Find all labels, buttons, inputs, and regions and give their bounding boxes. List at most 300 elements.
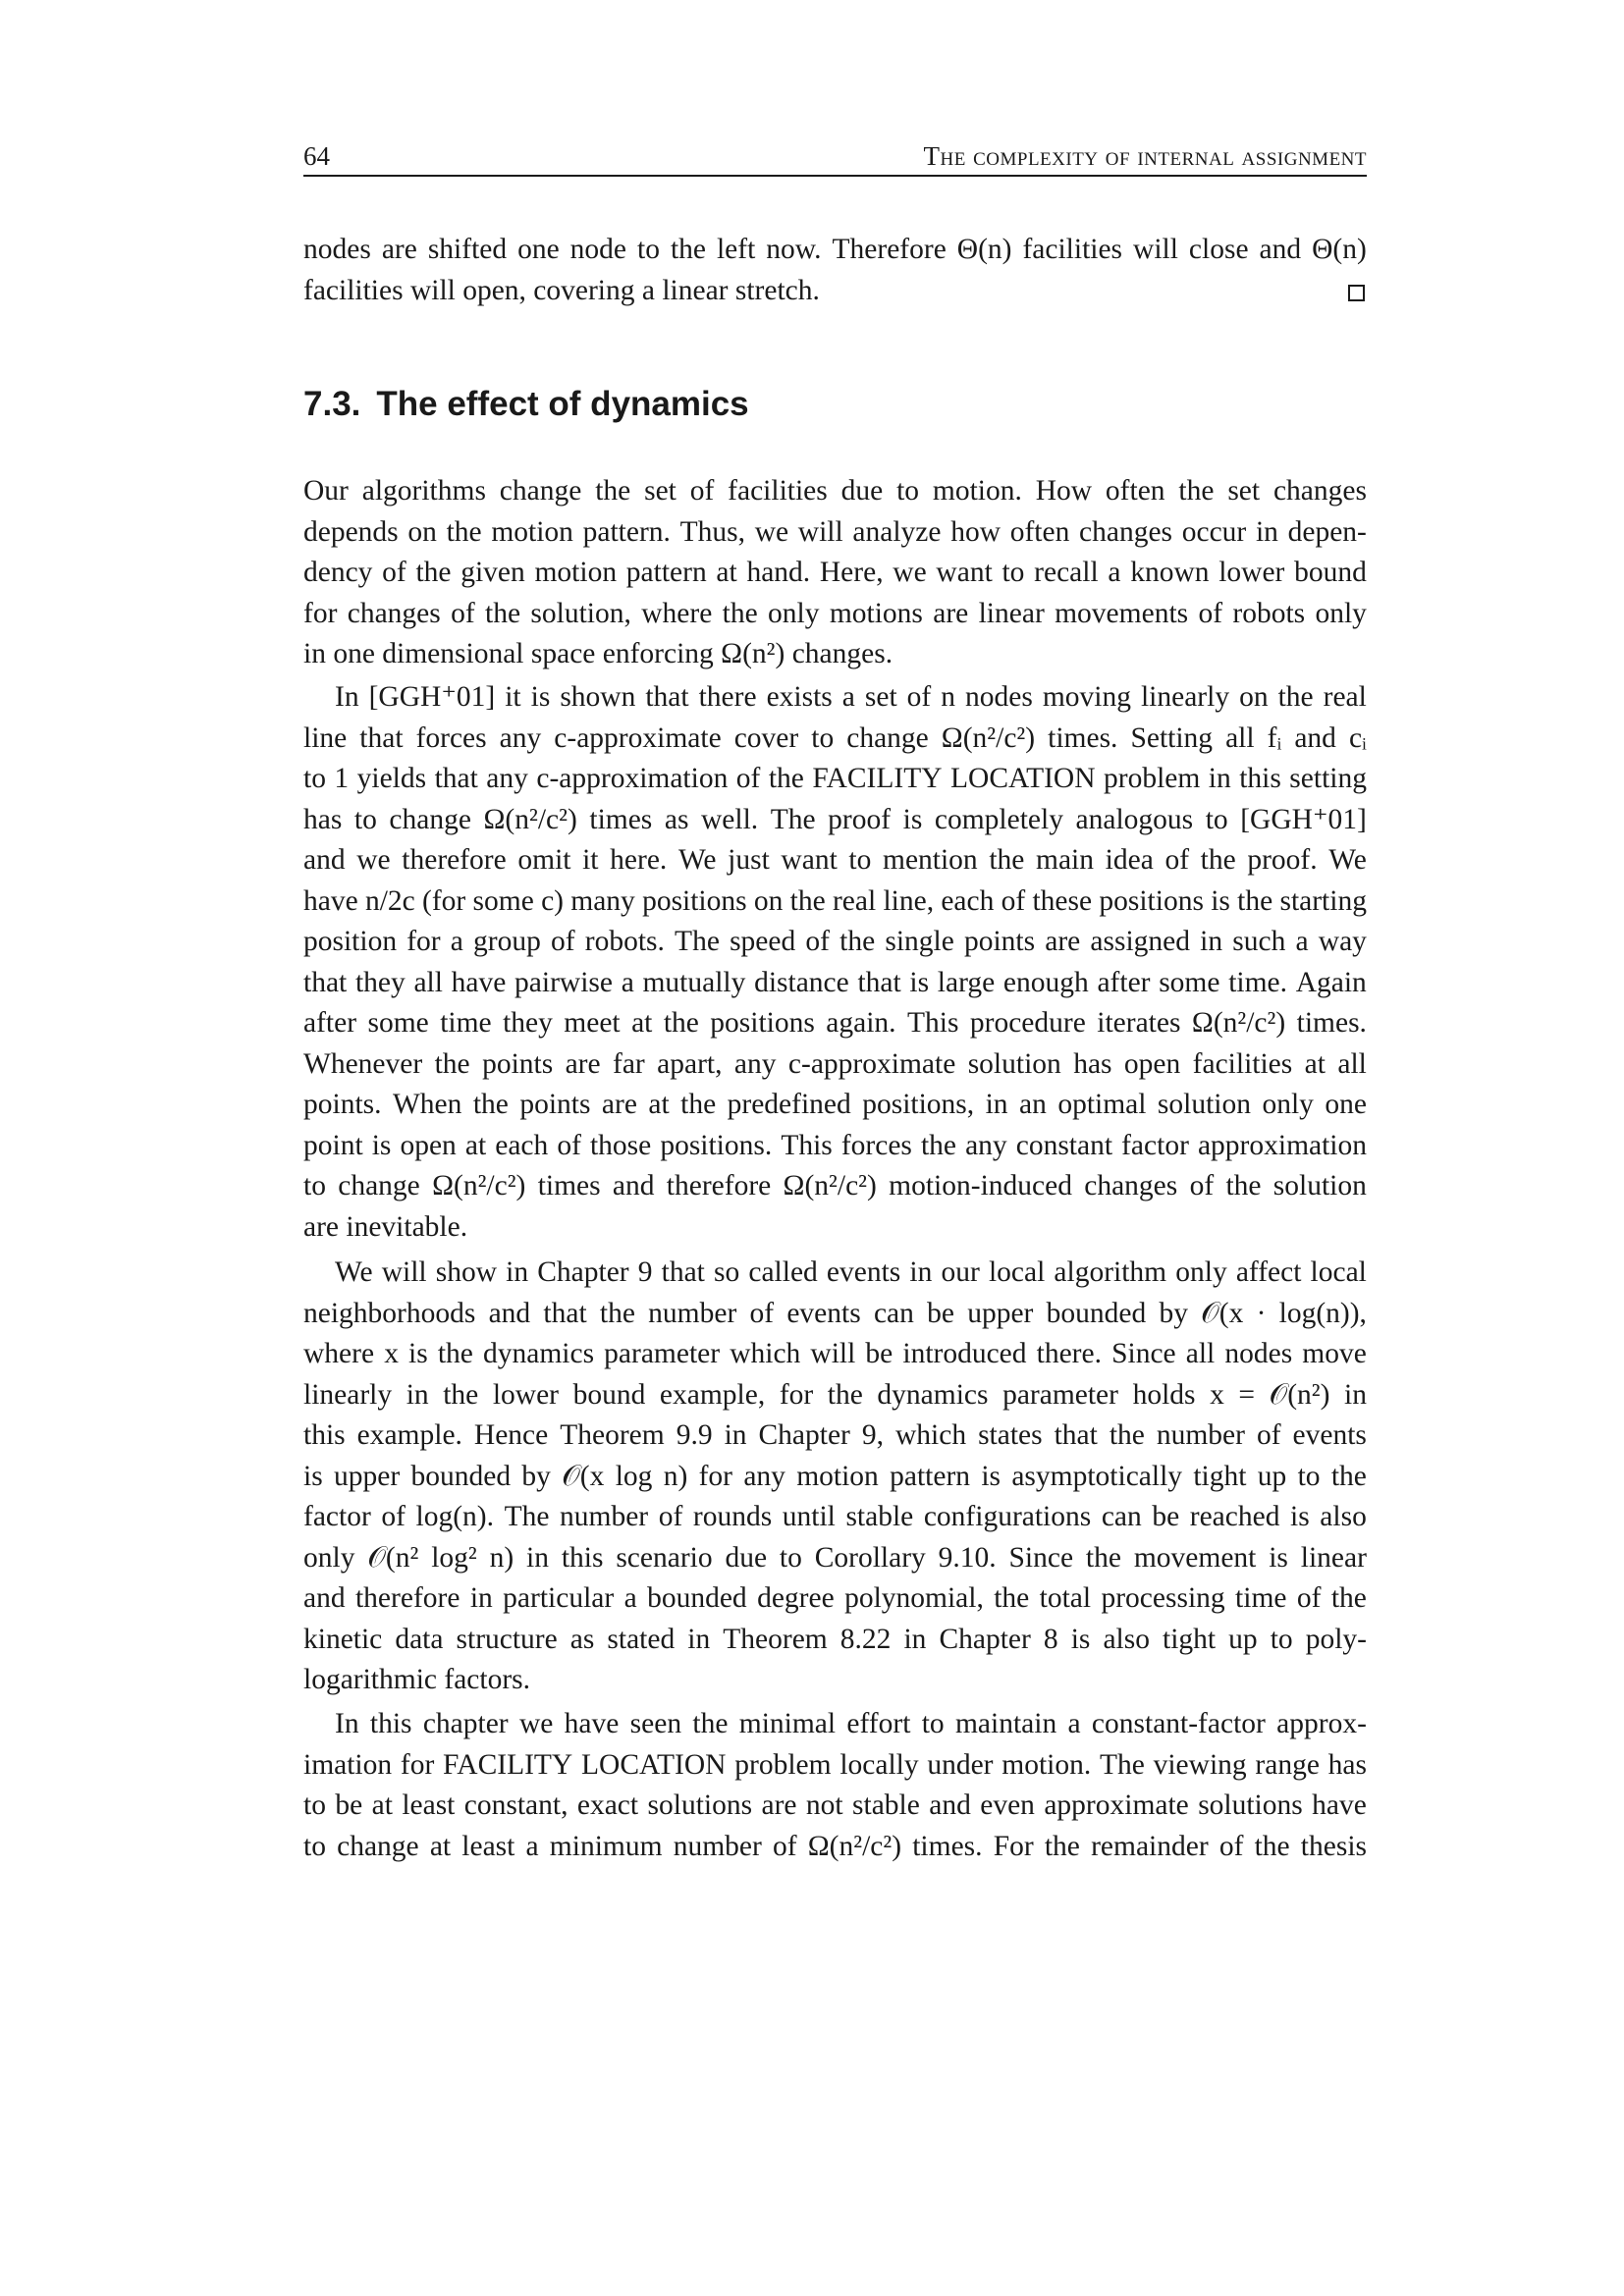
- word: facilities: [728, 475, 828, 507]
- word: one: [1325, 1089, 1367, 1120]
- word: by: [1159, 1297, 1188, 1329]
- word: 8: [1043, 1623, 1058, 1655]
- word: of: [658, 1501, 683, 1532]
- word: factor: [1121, 1129, 1189, 1161]
- word: of: [551, 926, 575, 957]
- word: Ω(n²/c²): [941, 721, 1036, 754]
- word: to: [303, 1170, 326, 1201]
- word: in: [506, 1256, 529, 1288]
- word: each: [941, 884, 995, 917]
- word: kinetic: [303, 1623, 383, 1655]
- word: therefore: [402, 844, 507, 876]
- word: local: [1310, 1256, 1367, 1288]
- word: solutions: [1198, 1789, 1303, 1821]
- word: particular: [503, 1582, 615, 1614]
- word: This: [781, 1129, 833, 1161]
- word: data: [395, 1623, 444, 1655]
- word: x: [384, 1338, 399, 1369]
- word: meet: [564, 1007, 621, 1039]
- word: each: [495, 1129, 549, 1161]
- word: the: [595, 475, 631, 507]
- word: the: [1109, 1419, 1145, 1451]
- word: 9: [637, 1256, 653, 1288]
- word: well.: [701, 803, 759, 835]
- word: open: [400, 1129, 457, 1161]
- word: have: [1312, 1789, 1367, 1821]
- word: of: [1198, 597, 1223, 629]
- word: position: [303, 926, 398, 957]
- word: stated: [607, 1623, 676, 1655]
- word: omit: [517, 844, 571, 876]
- word: Ω(n²/c²): [483, 803, 577, 835]
- word: least: [461, 1830, 515, 1862]
- word: called: [748, 1256, 818, 1288]
- word: by: [521, 1460, 551, 1492]
- word: idea: [1105, 844, 1154, 876]
- word: due: [725, 1541, 768, 1574]
- word: the: [415, 557, 452, 588]
- word: lower: [492, 1378, 560, 1411]
- word: 9.10.: [938, 1541, 997, 1574]
- text-line: [303, 1745, 1367, 1787]
- word: and: [1294, 721, 1336, 754]
- word: pattern: [625, 557, 707, 588]
- paragraph-4: [303, 1704, 1367, 1867]
- word: single: [885, 926, 954, 957]
- word: will: [797, 515, 843, 548]
- word: of: [382, 557, 406, 588]
- word: node: [569, 234, 627, 265]
- text-line: [303, 553, 1367, 594]
- word: Whenever: [303, 1047, 423, 1080]
- word: In: [335, 1708, 359, 1739]
- word: time: [440, 1007, 492, 1039]
- word: are: [1045, 926, 1081, 957]
- word: assigned: [1090, 926, 1191, 957]
- word: some: [1159, 966, 1220, 998]
- word: to: [637, 234, 660, 265]
- word: motion.: [1001, 1748, 1092, 1781]
- word: pairwise: [514, 966, 613, 998]
- word: there.: [1036, 1338, 1102, 1369]
- text-line: [303, 800, 1367, 841]
- word: processing: [1101, 1582, 1225, 1614]
- word: to: [896, 475, 920, 507]
- word: x: [1210, 1378, 1224, 1411]
- word: in: [1255, 515, 1278, 548]
- word: a: [621, 966, 634, 998]
- word: events: [1292, 1419, 1367, 1451]
- word: only: [303, 1541, 355, 1574]
- word: times.: [1048, 721, 1118, 754]
- word: the: [1085, 1541, 1121, 1574]
- word: left: [716, 234, 756, 265]
- word: solution,: [530, 597, 631, 629]
- word: constant,: [463, 1789, 568, 1821]
- word: Corollary: [814, 1541, 926, 1574]
- word: we: [893, 557, 927, 588]
- text-line: [303, 963, 1367, 1004]
- word: total: [1039, 1582, 1092, 1614]
- word: large: [937, 966, 996, 998]
- word: log(n)),: [1278, 1297, 1367, 1329]
- word: will: [381, 1256, 427, 1288]
- word: example.: [356, 1419, 462, 1451]
- word: real: [832, 884, 877, 917]
- word: also: [1103, 1623, 1150, 1655]
- word: shown: [560, 681, 636, 713]
- word: predefined: [727, 1089, 851, 1120]
- word: [GGH⁺01]: [1240, 803, 1367, 835]
- word: points: [482, 1047, 554, 1080]
- word: exists: [766, 681, 833, 713]
- word: Setting: [1130, 721, 1214, 754]
- word: time.: [1228, 966, 1287, 998]
- word: forces: [415, 721, 487, 754]
- word: approx-: [1276, 1708, 1367, 1739]
- word: in: [985, 1089, 1008, 1120]
- word: 𝒪(x: [1201, 1297, 1244, 1329]
- word: structure: [456, 1623, 558, 1655]
- word: c-approximate: [787, 1047, 956, 1080]
- word: therefore: [666, 1170, 772, 1201]
- word: 𝒪(n²): [1269, 1378, 1330, 1411]
- word: is: [981, 1460, 1001, 1492]
- word: motions: [829, 597, 923, 629]
- word: How: [1035, 475, 1093, 507]
- word: locally: [839, 1748, 919, 1781]
- word: times.: [1296, 1007, 1367, 1039]
- word: up: [1228, 1623, 1258, 1655]
- word: on: [407, 515, 437, 548]
- word: as: [569, 1623, 595, 1655]
- word: (for: [422, 884, 466, 917]
- word: The: [504, 1501, 550, 1532]
- word: for: [400, 1748, 435, 1781]
- word: to: [848, 844, 872, 876]
- word: distance: [754, 966, 849, 998]
- word: solution: [1272, 1170, 1367, 1201]
- text-line: [303, 677, 1367, 719]
- word: 8.22: [839, 1623, 892, 1655]
- running-header: [303, 137, 1367, 177]
- word: has: [1073, 1047, 1112, 1080]
- word: depends: [303, 515, 399, 548]
- word: it: [582, 844, 599, 876]
- word: to: [1270, 1623, 1293, 1655]
- word: number: [648, 1297, 737, 1329]
- word: bounded: [410, 1460, 512, 1492]
- word: in: [406, 1378, 429, 1411]
- word: rounds: [692, 1501, 773, 1532]
- word: that: [1054, 1419, 1098, 1451]
- word: of: [1164, 844, 1190, 876]
- word: nodes: [964, 681, 1033, 713]
- word: points: [963, 926, 1036, 957]
- word: changes: [1084, 1170, 1178, 1201]
- word: time: [1235, 1582, 1287, 1614]
- word: can: [873, 1297, 914, 1329]
- text-line: [303, 1497, 1367, 1538]
- word: mutually: [642, 966, 746, 998]
- word: any: [499, 721, 542, 754]
- word: of: [1296, 1582, 1322, 1614]
- word: of: [557, 1129, 581, 1161]
- word: Therefore: [832, 234, 947, 265]
- word: c-approximation: [536, 763, 729, 794]
- word: in: [469, 1582, 493, 1614]
- intro-paragraph: [303, 230, 1367, 311]
- word: positions: [1099, 884, 1204, 917]
- word: show: [435, 1256, 498, 1288]
- word: to: [1297, 1460, 1321, 1492]
- word: setting: [1289, 763, 1367, 794]
- word: positions: [710, 1007, 815, 1039]
- text-line: [303, 1003, 1367, 1044]
- word: the: [1044, 1830, 1080, 1862]
- word: facilities: [1022, 234, 1123, 265]
- word: approximate: [1044, 1789, 1189, 1821]
- word: shifted: [427, 234, 508, 265]
- word: Theorem: [560, 1419, 665, 1451]
- word: of: [1001, 884, 1026, 917]
- word: 𝒪(n²: [367, 1541, 419, 1574]
- text-line: [303, 1538, 1367, 1579]
- word: algorithms: [361, 475, 486, 507]
- paragraph-3: [303, 1253, 1367, 1701]
- word: for: [698, 1460, 732, 1492]
- word: change: [846, 721, 929, 754]
- word: is: [530, 681, 551, 713]
- word: far: [613, 1047, 645, 1080]
- word: which: [894, 1419, 967, 1451]
- word: the: [680, 1089, 717, 1120]
- word: at: [1304, 1047, 1326, 1080]
- word: 1: [334, 763, 350, 794]
- word: of: [749, 1297, 775, 1329]
- text-line: [303, 881, 1367, 923]
- word: Our: [303, 475, 349, 507]
- word: in: [1344, 1378, 1367, 1411]
- word: how: [950, 515, 1001, 548]
- word: linearly: [1140, 681, 1230, 713]
- word: has: [303, 803, 343, 835]
- word: in: [687, 1623, 711, 1655]
- word: This: [907, 1007, 959, 1039]
- word: FACILITY: [443, 1748, 573, 1781]
- word: The: [770, 803, 816, 835]
- word: the: [434, 1047, 470, 1080]
- word: degree: [757, 1582, 835, 1614]
- text-line-content: facilities will open, covering a linear stretch.: [303, 274, 820, 306]
- word: example,: [659, 1378, 766, 1411]
- word: it: [505, 681, 521, 713]
- word: local: [988, 1256, 1046, 1288]
- word: all: [1337, 1047, 1367, 1080]
- word: poly-: [1305, 1623, 1367, 1655]
- word: starting: [1279, 884, 1367, 917]
- text-line: [303, 1578, 1367, 1620]
- word: the: [994, 1582, 1030, 1614]
- word: this: [1239, 763, 1281, 794]
- text-line: [303, 1375, 1367, 1416]
- word: movement: [1133, 1541, 1257, 1574]
- word: will: [810, 1338, 856, 1369]
- word: the: [485, 597, 521, 629]
- word: LOCATION: [581, 1748, 727, 1781]
- word: events: [826, 1256, 901, 1288]
- word: often: [1105, 475, 1165, 507]
- word: and: [488, 1297, 531, 1329]
- word: nodes: [303, 234, 371, 265]
- word: mention: [883, 844, 978, 876]
- word: to: [303, 1830, 326, 1862]
- word: all: [1185, 1338, 1216, 1369]
- word: there: [698, 681, 757, 713]
- text-line: logarithmic factors.: [303, 1664, 531, 1695]
- word: The: [675, 926, 720, 957]
- text-line: [303, 1827, 1367, 1868]
- word: the: [1277, 681, 1314, 713]
- word: times: [537, 1170, 601, 1201]
- word: number: [673, 1830, 762, 1862]
- word: the: [692, 1708, 729, 1739]
- text-line: [303, 1044, 1367, 1086]
- text-line: in one dimensional space enforcing Ω(n²) changes.: [303, 638, 893, 669]
- word: of: [1189, 1170, 1215, 1201]
- word: the: [1254, 1830, 1290, 1862]
- word: here.: [610, 844, 668, 876]
- word: moving: [1042, 681, 1131, 713]
- word: the: [446, 515, 482, 548]
- word: many: [570, 884, 635, 917]
- word: scenario: [616, 1541, 713, 1574]
- text-line: are inevitable.: [303, 1210, 468, 1243]
- word: are: [565, 1047, 601, 1080]
- word: where: [303, 1338, 375, 1369]
- word: exact: [576, 1789, 639, 1821]
- word: We: [1328, 844, 1367, 876]
- word: Here,: [819, 557, 884, 588]
- text-line: [303, 1085, 1367, 1126]
- word: they: [354, 966, 406, 998]
- word: the: [472, 1089, 509, 1120]
- word: under: [927, 1748, 994, 1781]
- word: is: [1070, 1623, 1091, 1655]
- word: the: [989, 844, 1025, 876]
- word: nodes: [1224, 1338, 1293, 1369]
- text-line: [303, 1126, 1367, 1167]
- word: Again: [1295, 966, 1367, 998]
- word: linearly: [303, 1378, 393, 1411]
- qed-icon: [1348, 285, 1365, 301]
- word: imation: [303, 1748, 393, 1781]
- word: changes: [1272, 475, 1367, 507]
- word: so: [714, 1256, 740, 1288]
- word: number: [560, 1501, 649, 1532]
- word: the: [839, 926, 876, 957]
- word: at: [371, 1789, 393, 1821]
- word: the: [920, 1129, 957, 1161]
- word: we: [356, 844, 391, 876]
- word: bound: [1294, 557, 1367, 588]
- word: that: [857, 966, 901, 998]
- text-line: [303, 1415, 1367, 1457]
- word: to: [303, 763, 326, 794]
- word: Since: [1008, 1541, 1074, 1574]
- word: motion: [796, 1460, 879, 1492]
- word: any: [743, 1460, 785, 1492]
- word: the: [599, 1297, 635, 1329]
- word: that: [434, 763, 478, 794]
- word: to: [353, 803, 377, 835]
- word: fᵢ: [1267, 721, 1282, 754]
- word: and: [1259, 234, 1302, 265]
- word: to: [303, 1789, 326, 1821]
- word: points: [519, 1089, 591, 1120]
- word: is: [909, 966, 930, 998]
- word: We: [335, 1256, 373, 1288]
- word: yields: [356, 763, 427, 794]
- word: states: [978, 1419, 1043, 1451]
- word: not: [805, 1789, 843, 1821]
- word: the: [789, 884, 826, 917]
- word: analyze: [852, 515, 942, 548]
- word: enough: [1002, 966, 1089, 998]
- word: Θ(n): [956, 234, 1012, 265]
- word: that: [661, 1256, 705, 1288]
- word: and: [303, 1582, 346, 1614]
- word: only: [1175, 1256, 1227, 1288]
- word: line: [303, 721, 348, 754]
- word: asymptotically: [1011, 1460, 1183, 1492]
- word: 9.9: [676, 1419, 713, 1451]
- word: 𝒪(x: [562, 1460, 605, 1492]
- word: where: [641, 597, 713, 629]
- word: pattern: [890, 1460, 971, 1492]
- word: bounded: [647, 1582, 747, 1614]
- word: often: [1009, 515, 1070, 548]
- word: has: [1327, 1748, 1367, 1781]
- word: maintain: [954, 1708, 1057, 1739]
- word: is: [371, 1129, 392, 1161]
- word: open: [1123, 1047, 1181, 1080]
- word: of: [735, 763, 761, 794]
- word: number: [1156, 1419, 1245, 1451]
- word: this: [369, 1708, 412, 1739]
- word: change: [499, 475, 582, 507]
- word: movements: [1055, 597, 1189, 629]
- word: of: [805, 926, 830, 957]
- word: proof.: [1247, 844, 1318, 876]
- word: have: [303, 884, 358, 917]
- word: a: [623, 1582, 637, 1614]
- word: to: [779, 1541, 802, 1574]
- word: least: [402, 1789, 456, 1821]
- word: log²: [431, 1541, 477, 1574]
- word: a: [1108, 557, 1121, 588]
- word: neighborhoods: [303, 1297, 476, 1329]
- text-line: [303, 922, 1367, 963]
- word: set: [644, 475, 677, 507]
- word: effort: [846, 1708, 911, 1739]
- word: 9,: [861, 1419, 884, 1451]
- word: hand.: [746, 557, 811, 588]
- word: point: [303, 1129, 363, 1161]
- word: for: [406, 926, 441, 957]
- word: tight: [1193, 1460, 1247, 1492]
- word: have: [564, 1708, 620, 1739]
